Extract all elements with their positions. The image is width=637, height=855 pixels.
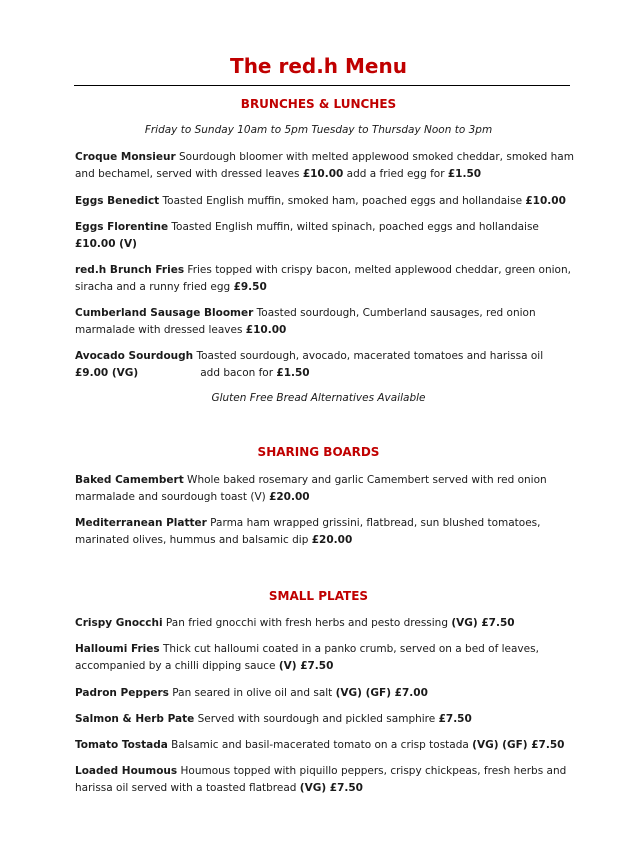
item-price: £9.00 (VG) [75,367,139,379]
item-description: Sourdough bloomer with melted applewood smoked cheddar, smoked ham and bechamel, served with dressed leaves [75,151,574,180]
item-name: Croque Monsieur [75,151,176,163]
brunch-hours: Friday to Sunday 10am to 5pm Tuesday to Thursday Noon to 3pm [144,124,493,136]
item-name: Eggs Benedict [75,195,160,207]
item-description: Fries topped with crispy bacon, melted applewood cheddar, green onion, siracha and a runny fried egg [75,264,571,293]
menu-title: The red.h Menu [230,54,407,78]
menu-item-brunch-fries [75,262,575,296]
item-name: Avocado Sourdough [75,350,194,362]
menu-item-crispy-gnocchi [75,615,575,632]
menu-item-avocado-sourdough [75,348,575,382]
item-description: Whole baked rosemary and garlic Camembert served with red onion marmalade and sourdough toast (V) [75,474,547,503]
item-name: Tomato Tostada [75,739,168,751]
item-name: Cumberland Sausage Bloomer [75,307,254,319]
item-name: Salmon & Herb Pate [75,713,195,725]
item-description: Parma ham wrapped grissini, flatbread, sun blushed tomatoes, marinated olives, hummus and balsamic dip [75,517,541,546]
menu-item-padron-peppers [75,685,575,702]
item-price: (VG) (GF) £7.00 [335,687,428,699]
item-price: (V) £7.50 [278,660,334,672]
item-description: Thick cut halloumi coated in a panko crumb, served on a bed of leaves, accompanied by a chilli dipping sauce [75,643,539,672]
item-name: Crispy Gnocchi [75,617,163,629]
item-price: (VG) £7.50 [299,782,363,794]
item-name: Baked Camembert [75,474,184,486]
item-name: Eggs Florentine [75,221,169,233]
item-price: £20.00 [311,534,353,546]
item-name: Padron Peppers [75,687,169,699]
item-price: £10.00 [302,168,344,180]
menu-item-baked-camembert [75,472,575,506]
item-description: Balsamic and basil-macerated tomato on a crisp tostada [167,739,473,751]
title-divider [74,85,570,86]
item-name: red.h Brunch Fries [75,264,185,276]
item-description: Houmous topped with piquillo peppers, crispy chickpeas, fresh herbs and harissa oil served with a toasted flatbread [75,765,567,794]
item-price: (VG) (GF) £7.50 [472,739,565,751]
item-price: £10.00 [245,324,287,336]
item-description: Toasted English muffin, smoked ham, poached eggs and hollandaise [159,195,526,207]
gluten-free-note: Gluten Free Bread Alternatives Available [211,392,426,404]
item-name: Halloumi Fries [75,643,160,655]
menu-item-mediterranean-platter [75,515,575,549]
item-name: Mediterranean Platter [75,517,207,529]
item-description: Toasted English muffin, wilted spinach, poached eggs and hollandaise [168,221,539,233]
section-heading-small-plates: SMALL PLATES [268,589,369,603]
item-price: £10.00 [525,195,566,207]
section-heading-brunches: BRUNCHES & LUNCHES [240,97,397,111]
menu-item-eggs-benedict [75,193,575,210]
item-price: (VG) £7.50 [451,617,515,629]
item-price: £7.50 [438,713,472,725]
item-price: £10.00 (V) [75,238,137,250]
item-extra-price: £1.50 [276,367,310,379]
menu-item-salmon-pate [75,711,575,728]
item-description: Toasted sourdough, Cumberland sausages, red onion marmalade with dressed leaves [75,307,536,336]
item-price: £20.00 [269,491,310,503]
menu-item-eggs-florentine [75,219,575,253]
menu-item-croque-monsieur [75,149,575,183]
item-extra: add a fried egg for [343,168,448,180]
menu-item-loaded-houmous [75,763,575,797]
item-description: Pan fried gnocchi with fresh herbs and pesto dressing [162,617,452,629]
menu-item-halloumi-fries [75,641,575,675]
item-description: Served with sourdough and pickled samphire [194,713,439,725]
section-heading-sharing: SHARING BOARDS [257,445,380,459]
item-price: £9.50 [233,281,267,293]
item-name: Loaded Houmous [75,765,178,777]
item-extra: add bacon for [200,367,277,379]
menu-item-cumberland-sausage [75,305,575,339]
item-extra-price: £1.50 [447,168,482,180]
item-description: Toasted sourdough, avocado, macerated tomatoes and harissa oil [193,350,544,362]
item-description: Pan seared in olive oil and salt [168,687,336,699]
menu-item-tomato-tostada [75,737,575,754]
